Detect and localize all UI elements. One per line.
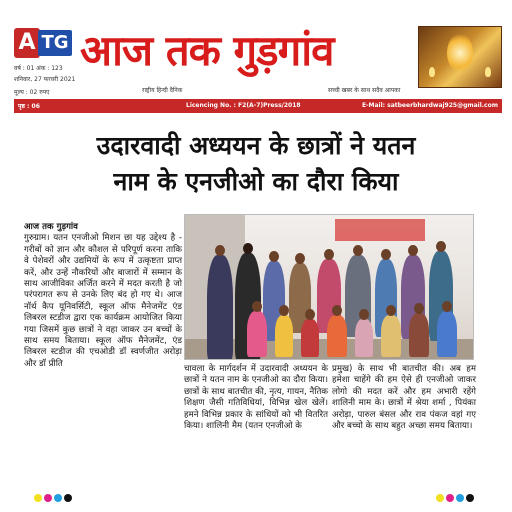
child-head [386,305,396,316]
child-figure [275,315,293,357]
tagline-motto: सच्ची खबर के साथ सदैव आपका [328,87,401,94]
person-head [269,251,279,262]
page-number: पृष्ठ : 06 [18,103,40,110]
article-column-left [24,222,182,370]
person-figure [207,255,233,360]
child-head [279,305,289,316]
logo-letter-a: A [14,28,40,58]
article-body-left: गुरुग्राम। यतन एनजीओ मिशन छा यह उद्देश्य है - गरीबों को ज्ञान और कौशल से परिपूर्ण करना ताकि वे पेशेवरों और उद्यमियों के रूप में उत्कृष्टता प्राप्त करें, और उन्हें नौकरियों और बाजारों में सम्मान के साथ आजीविका अर्जित करने में मदत करती है जो परंपरागत रूप से उनके लिए बंद हो गए थे। आज नॉर्थ कैप यूनिवर्सिटी, स्कूल ऑफ मैनेजमेंट एंड लिबरल स्टडीज द्वारा एक कार्यक्रम आयोजित किया गया जिसमें कुछ छात्रों ने वहा जाकर उन बच्चों के साथ समय बिताया। स्कूल ऑफ मैनेजमेंट, एंड लिबरल स्टडीज की एचओडी डॉ स्वर्णजीत अरोड़ा और डॉ प्रीति [24,233,182,369]
photo-background-banner [335,219,425,241]
article-body-right: प्रमुख) के साथ भी बातचीत की। अब हम हमेशा चाहेंगे की हम ऐसे ही एनजीओ जाकर लोगो की मदत करें और हम अभारी रहेंगे शालिनी माम के। छात्रों में श्रेया शर्मा , पियंका अरोड़ा, पारुल बंसल और राव पंकज वहां गए और बच्चो के साथ बहुत अच्छा समय बिताया। [332,364,476,432]
color-swatch-icon [54,494,62,502]
person-head [408,245,418,256]
child-figure [409,313,429,357]
color-swatch-icon [446,494,454,502]
child-figure [381,315,401,357]
person-head [243,243,253,254]
child-head [252,301,262,312]
color-swatch-icon [44,494,52,502]
headline-line-2: नाम के एनजीओ का दौरा किया [113,167,399,196]
child-head [332,305,342,316]
color-swatch-icon [64,494,72,502]
article-dateline: आज तक गुड़गांव [24,222,78,232]
licence-number: Licencing No. : F2(A-7)Press/2018 [186,102,301,109]
article-column-middle [184,364,328,432]
lamp-icon [429,67,435,77]
print-registration-marks [0,494,512,504]
color-swatch-icon [466,494,474,502]
color-swatch-icon [436,494,444,502]
color-swatch-icon [34,494,42,502]
child-head [442,301,452,312]
article-column-right [332,364,476,432]
tagline-national-daily: राष्ट्रीय हिन्दी दैनिक [142,87,183,94]
child-figure [355,319,373,357]
issue-date: शनिवार, 27 फरवरी 2021 [14,76,76,83]
deity-glow-icon [447,33,473,73]
person-head [295,253,305,264]
newspaper-title: आज तक गुड़गांव [80,26,334,75]
child-head [305,309,315,320]
color-swatch-icon [456,494,464,502]
group-photo [184,214,474,360]
child-figure [247,311,267,357]
newspaper-logo [14,28,74,60]
person-head [381,249,391,260]
issue-number: वर्ष : 01 अंक : 123 [14,65,63,72]
person-head [215,245,225,256]
article-headline [24,128,488,200]
issue-price: मूल्य : 02 रुपए [14,89,50,96]
child-head [359,309,369,320]
logo-letters-tg: TG [38,30,72,56]
info-bar [14,99,502,113]
contact-email: E-Mail: satbeerbhardwaj925@gmail.com [361,102,498,109]
article-body-middle: चावला के मार्गदर्शन में उदारवादी अध्ययन के छात्रों ने यतन नाम के एनजीओ का दौरा किया। छात्रों के साथ बातचीत की, नृत्य, गायन, नैतिक शिक्षण जैसी गतिविधियां, विभिन्न खेल खेलें। हमने विभिन्न प्रकार के सांधियों को भी वितरित किया। शालिनी मैम (यतन एनजीओ के [184,364,328,432]
masthead-deity-image [418,26,502,88]
headline-line-1: उदारवादी अध्ययन के छात्रों ने यतन [96,131,416,160]
lamp-icon [485,67,491,77]
child-figure [301,319,319,357]
masthead [0,0,512,96]
person-head [353,245,363,256]
child-head [414,303,424,314]
person-head [324,249,334,260]
person-head [436,241,446,252]
child-figure [327,315,347,357]
child-figure [437,311,457,357]
